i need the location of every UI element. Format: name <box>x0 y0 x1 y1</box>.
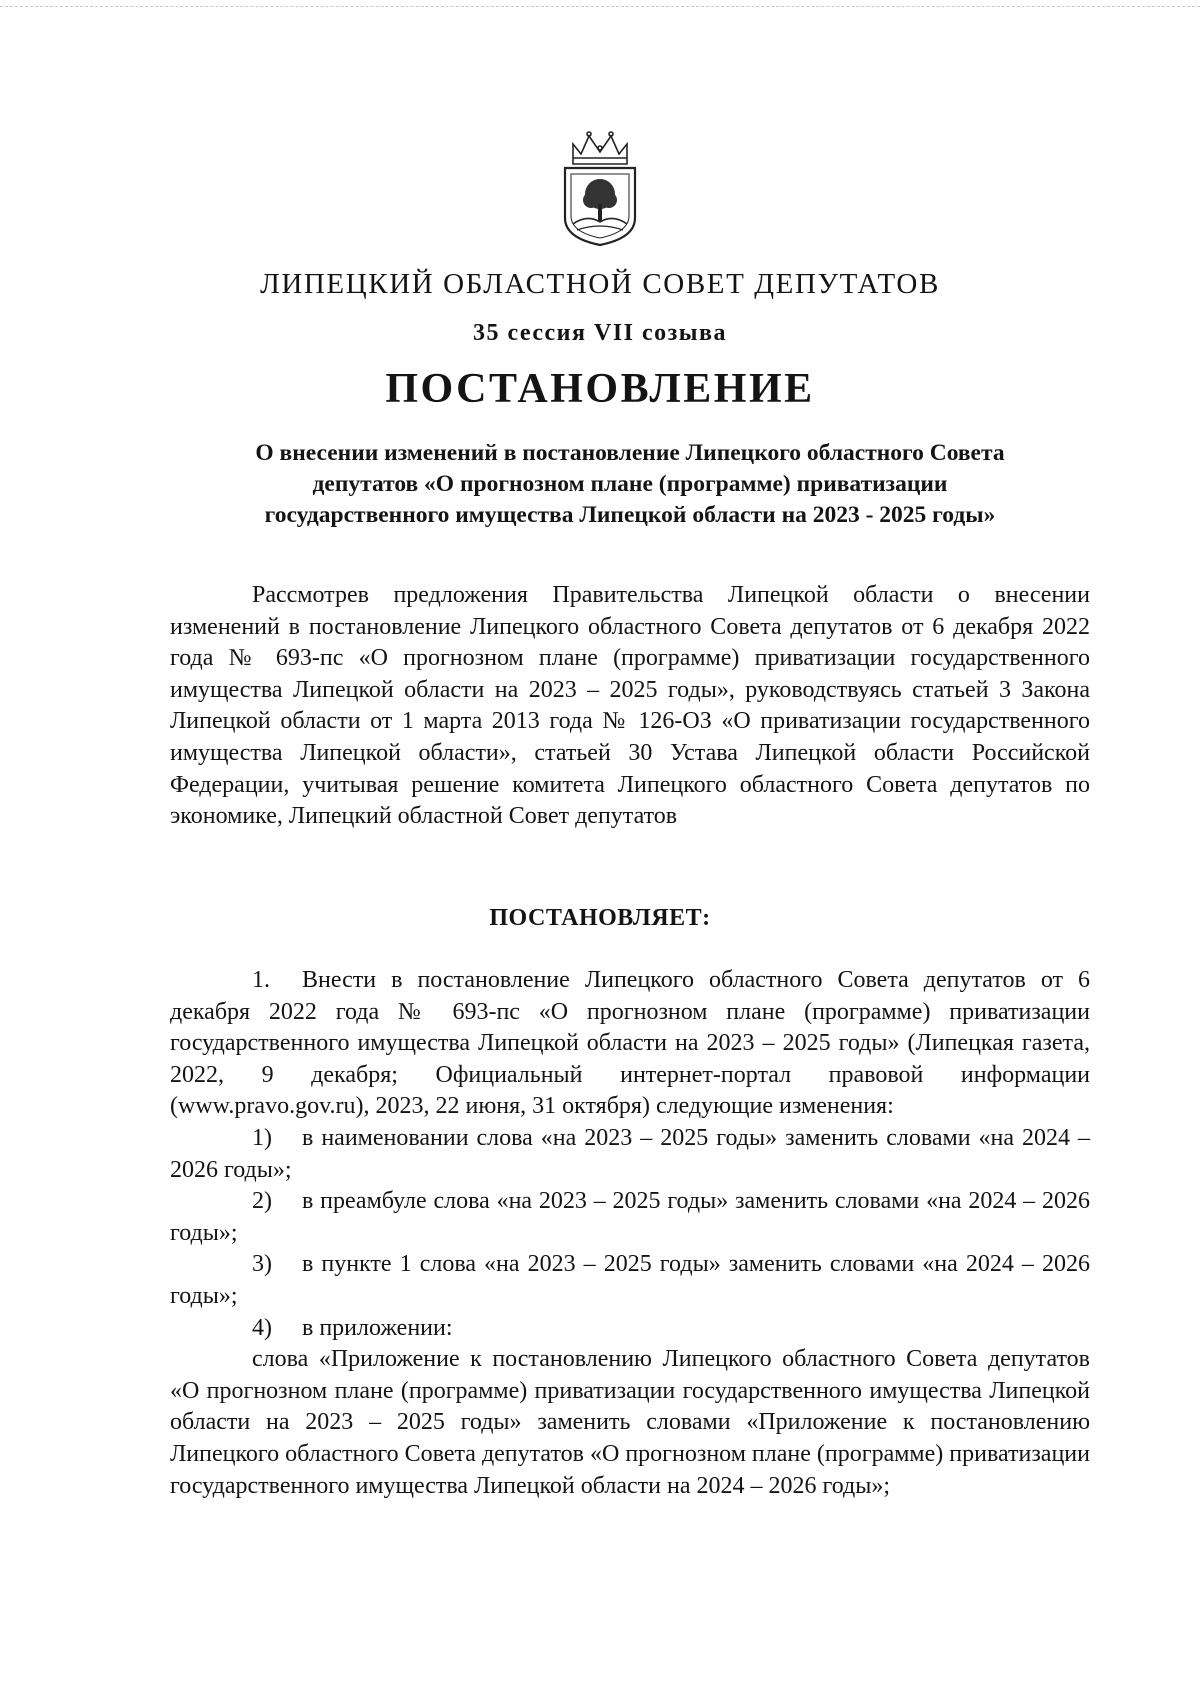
preamble <box>170 580 1090 833</box>
scan-edge <box>0 6 1200 7</box>
list-item <box>170 1186 1090 1249</box>
list-item <box>170 1123 1090 1186</box>
item-number: 4) <box>252 1314 272 1341</box>
preamble-text: Рассмотрев предложения Правительства Липецкой области о внесении изменений в постановление Липецкого областного Совета депутатов от 6 декабря 2022 года № 693-пс «О прогнозном плане (программе) приватизации государственного имущества Липецкой области на 2023 – 2025 годы», руководствуясь статьей 3 Закона Липецкой области от 1 марта 2013 года № 126-ОЗ «О приватизации государственного имущества Липецкой области», статьей 30 Устава Липецкой области Российской Федерации, учитывая решение комитета Липецкого областного Совета депутатов по экономике, Липецкий областной Совет депутатов <box>170 582 1090 830</box>
item-text: в пункте 1 слова «на 2023 – 2025 годы» заменить словами «на 2024 – 2026 годы»; <box>170 1251 1090 1309</box>
subject-line: О внесении изменений в постановление Липецкого областного Совета <box>255 440 1005 466</box>
document-type: ПОСТАНОВЛЕНИЕ <box>385 366 815 412</box>
decides-heading: ПОСТАНОВЛЯЕТ: <box>489 905 711 931</box>
resolution-items <box>170 965 1090 1502</box>
subject-line: государственного имущества Липецкой области на 2023 - 2025 годы» <box>264 502 996 528</box>
item-text: Внести в постановление Липецкого областного Совета депутатов от 6 декабря 2022 года № 693-пс «О прогнозном плане (программе) приватизации государственного имущества Липецкой области на 2023 – 2025 годы» (Липецкая газета, 2022, 9 декабря; Официальный интернет-портал правовой информации (www.pravo.gov.ru), 2023, 22 июня, 31 октября) следующие изменения: <box>170 967 1090 1120</box>
item-text: в приложении: <box>302 1314 453 1341</box>
coat-of-arms-icon <box>555 128 645 248</box>
item-number: 1) <box>252 1124 272 1151</box>
subject-line: депутатов «О прогнозном плане (программе) приватизации <box>312 471 948 497</box>
document-subject <box>170 438 1090 531</box>
list-item <box>170 1249 1090 1312</box>
item-number: 1. <box>252 967 270 993</box>
organization-name: ЛИПЕЦКИЙ ОБЛАСТНОЙ СОВЕТ ДЕПУТАТОВ <box>260 268 940 300</box>
list-item <box>170 1313 1090 1345</box>
item-text: в преамбуле слова «на 2023 – 2025 годы» заменить словами «на 2024 – 2026 годы»; <box>170 1188 1090 1246</box>
item-number: 2) <box>252 1188 272 1215</box>
item-number: 3) <box>252 1251 272 1278</box>
session-label: 35 сессия VII созыва <box>472 320 727 346</box>
list-item <box>170 965 1090 1123</box>
list-item <box>170 1344 1090 1502</box>
item-text: слова «Приложение к постановлению Липецкого областного Совета депутатов «О прогнозном плане (программе) приватизации государственного имущества Липецкой области на 2023 – 2025 годы» заменить словами «Приложение к постановлению Липецкого областного Совета депутатов «О прогнозном плане (программе) приватизации государственного имущества Липецкой области на 2024 – 2026 годы»; <box>170 1346 1090 1499</box>
item-text: в наименовании слова «на 2023 – 2025 годы» заменить словами «на 2024 – 2026 годы»; <box>170 1124 1090 1183</box>
